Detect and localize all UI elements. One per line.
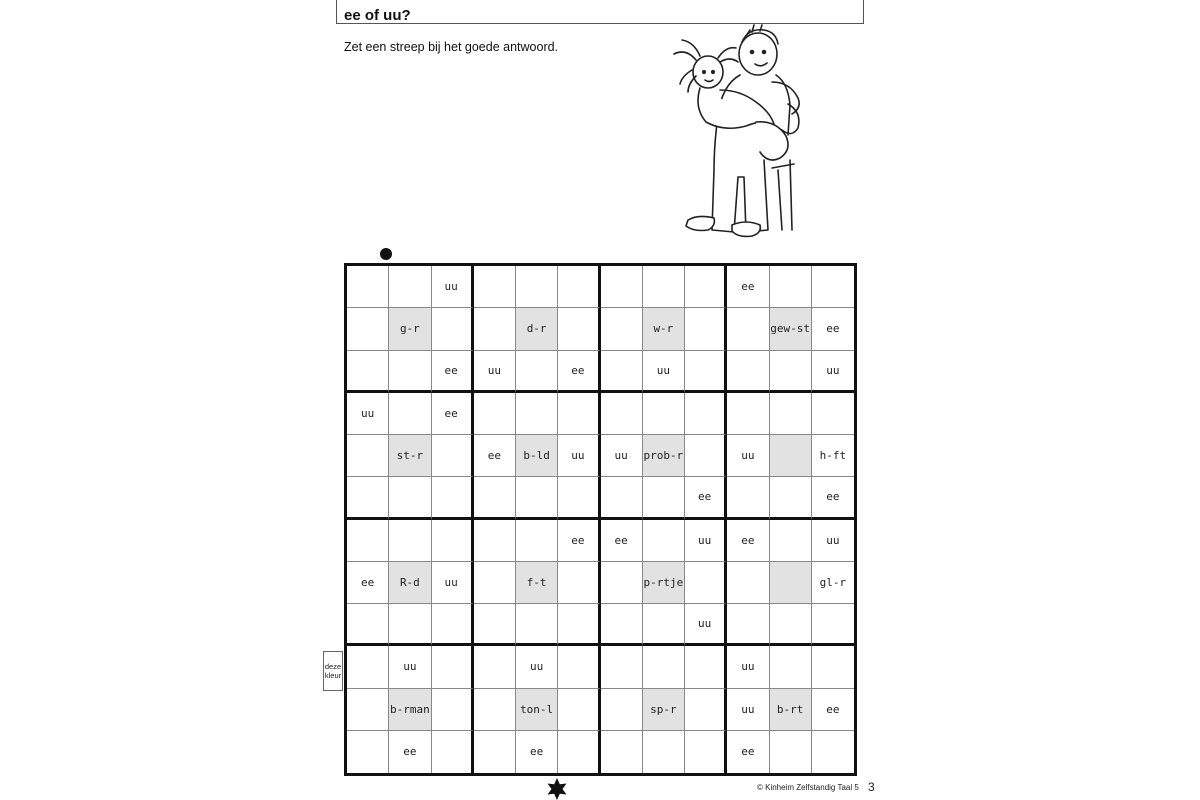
grid-cell[interactable] [558,604,600,646]
grid-cell[interactable]: uu [601,435,643,477]
grid-cell[interactable]: ee [601,520,643,562]
grid-cell[interactable] [727,308,769,350]
instruction-text: Zet een streep bij het goede antwoord. [344,40,559,54]
grid-cell[interactable] [347,604,389,646]
grid-cell[interactable] [643,477,685,519]
grid-cell[interactable] [685,351,727,393]
grid-cell[interactable]: p-rtje [643,562,685,604]
grid-cell[interactable]: b-rt [770,689,812,731]
grid-cell[interactable] [643,731,685,773]
grid-cell[interactable] [347,308,389,350]
grid-cell[interactable] [474,731,516,773]
grid-cell[interactable] [812,604,854,646]
grid-cell[interactable] [516,393,558,435]
grid-cell[interactable]: b-rman [389,689,431,731]
grid-cell[interactable] [643,266,685,308]
grid-cell[interactable]: uu [643,351,685,393]
copyright-footer: © Kinheim Zelfstandig Taal 5 [757,783,859,792]
grid-cell[interactable] [389,351,431,393]
grid-cell[interactable]: ee [558,520,600,562]
grid-cell[interactable]: ee [812,689,854,731]
grid-cell[interactable] [601,308,643,350]
grid-cell[interactable]: w-r [643,308,685,350]
grid-cell[interactable] [558,393,600,435]
star-icon [546,778,568,800]
grid-cell[interactable]: d-r [516,308,558,350]
grid-cell[interactable] [347,646,389,688]
grid-cell[interactable] [474,689,516,731]
grid-cell[interactable] [601,393,643,435]
grid-cell[interactable]: uu [347,393,389,435]
grid-cell[interactable]: sp-r [643,689,685,731]
color-key-line-2: kleur [324,671,342,680]
grid-cell[interactable] [685,435,727,477]
grid-cell[interactable] [685,266,727,308]
grid-cell[interactable]: f-t [516,562,558,604]
grid-cell[interactable] [601,562,643,604]
grid-cell[interactable] [770,435,812,477]
grid-cell[interactable]: uu [727,435,769,477]
grid-cell[interactable] [643,646,685,688]
grid-cell[interactable] [347,477,389,519]
grid-cell[interactable] [558,477,600,519]
grid-cell[interactable] [685,562,727,604]
grid-cell[interactable] [601,266,643,308]
grid-cell[interactable]: uu [685,520,727,562]
grid-cell[interactable] [601,351,643,393]
grid-cell[interactable]: ee [727,266,769,308]
grid-cell[interactable] [770,393,812,435]
grid-cell[interactable] [558,731,600,773]
grid-cell[interactable]: h-ft [812,435,854,477]
grid-cell[interactable]: st-r [389,435,431,477]
grid-cell[interactable]: ee [812,308,854,350]
grid-cell[interactable] [389,266,431,308]
grid-cell[interactable]: ee [558,351,600,393]
grid-cell[interactable] [432,731,474,773]
grid-cell[interactable]: uu [558,435,600,477]
grid-cell[interactable]: ee [727,731,769,773]
grid-cell[interactable] [770,477,812,519]
grid-cell[interactable]: uu [727,689,769,731]
grid-cell[interactable]: b-ld [516,435,558,477]
grid-cell[interactable] [474,393,516,435]
grid-cell[interactable] [389,393,431,435]
grid-cell[interactable]: gl-r [812,562,854,604]
grid-cell[interactable] [770,731,812,773]
grid-cell[interactable] [643,604,685,646]
grid-cell[interactable] [432,604,474,646]
grid-cell[interactable] [812,731,854,773]
grid-cell[interactable]: R-d [389,562,431,604]
grid-cell[interactable] [432,477,474,519]
grid-cell[interactable] [389,477,431,519]
grid-cell[interactable] [474,646,516,688]
grid-cell[interactable]: ee [432,351,474,393]
grid-cell[interactable]: uu [812,351,854,393]
grid-cell[interactable] [347,435,389,477]
grid-cell[interactable] [685,393,727,435]
grid-cell[interactable] [727,351,769,393]
grid-cell[interactable]: gew-st [770,308,812,350]
grid-cell[interactable]: ee [432,393,474,435]
grid-cell[interactable]: uu [389,646,431,688]
grid-cell[interactable] [770,604,812,646]
grid-cell[interactable] [347,266,389,308]
grid-cell[interactable] [516,266,558,308]
grid-cell[interactable] [432,435,474,477]
grid-cell[interactable] [685,731,727,773]
grid-cell[interactable] [812,393,854,435]
color-key-box [323,651,343,691]
grid-cell[interactable]: uu [474,351,516,393]
grid-cell[interactable] [685,689,727,731]
grid-cell[interactable]: ton-l [516,689,558,731]
grid-cell[interactable]: ee [389,731,431,773]
grid-cell[interactable] [727,562,769,604]
grid-cell[interactable] [516,604,558,646]
grid-cell[interactable] [516,477,558,519]
grid-cell[interactable] [643,393,685,435]
grid-cell[interactable] [601,477,643,519]
grid-cell[interactable] [812,646,854,688]
color-key-line-1: deze [324,662,342,671]
grid-cell[interactable] [558,308,600,350]
grid-cell[interactable] [770,520,812,562]
grid-cell[interactable]: uu [727,646,769,688]
grid-cell[interactable]: g-r [389,308,431,350]
grid-cell[interactable] [389,520,431,562]
grid-cell[interactable] [601,731,643,773]
grid-cell[interactable] [432,308,474,350]
grid-cell[interactable]: uu [685,604,727,646]
grid-cell[interactable] [770,562,812,604]
start-dot-marker [380,248,392,260]
father-and-child-illustration [660,20,810,245]
grid-cell[interactable]: uu [812,520,854,562]
word-grid [344,263,857,776]
grid-cell[interactable] [601,604,643,646]
grid-cell[interactable] [558,646,600,688]
grid-cell[interactable] [474,477,516,519]
grid-cell[interactable] [474,308,516,350]
grid-cell[interactable] [601,646,643,688]
grid-cell[interactable]: ee [727,520,769,562]
grid-cell[interactable] [727,477,769,519]
grid-cell[interactable] [474,604,516,646]
grid-cell[interactable] [770,351,812,393]
grid-cell[interactable] [347,351,389,393]
grid-cell[interactable] [347,731,389,773]
grid-cell[interactable]: uu [432,266,474,308]
grid-cell[interactable] [432,646,474,688]
grid-cell[interactable] [516,520,558,562]
grid-cell[interactable] [770,646,812,688]
grid-cell[interactable] [474,266,516,308]
grid-cell[interactable] [389,604,431,646]
grid-cell[interactable]: ee [347,562,389,604]
grid-cell[interactable]: ee [685,477,727,519]
page-number: 3 [868,780,875,794]
grid-cell[interactable] [601,689,643,731]
grid-cell[interactable] [347,689,389,731]
grid-cell[interactable]: prob-r [643,435,685,477]
grid-cell[interactable]: ee [812,477,854,519]
grid-cell[interactable]: uu [432,562,474,604]
grid-cell[interactable]: uu [516,646,558,688]
grid-cell[interactable] [432,520,474,562]
grid-cell[interactable] [727,604,769,646]
grid-cell[interactable] [770,266,812,308]
grid-cell[interactable] [558,266,600,308]
grid-cell[interactable] [685,646,727,688]
grid-cell[interactable] [558,689,600,731]
grid-cell[interactable] [474,562,516,604]
grid-cell[interactable] [432,689,474,731]
grid-cell[interactable] [516,351,558,393]
page-title: ee of uu? [344,7,411,24]
grid-cell[interactable] [685,308,727,350]
grid-cell[interactable] [643,520,685,562]
grid-cell[interactable] [558,562,600,604]
grid-cell[interactable] [812,266,854,308]
grid-cell[interactable]: ee [474,435,516,477]
grid-cell[interactable] [727,393,769,435]
grid-cell[interactable] [474,520,516,562]
grid-cell[interactable] [347,520,389,562]
grid-cell[interactable]: ee [516,731,558,773]
